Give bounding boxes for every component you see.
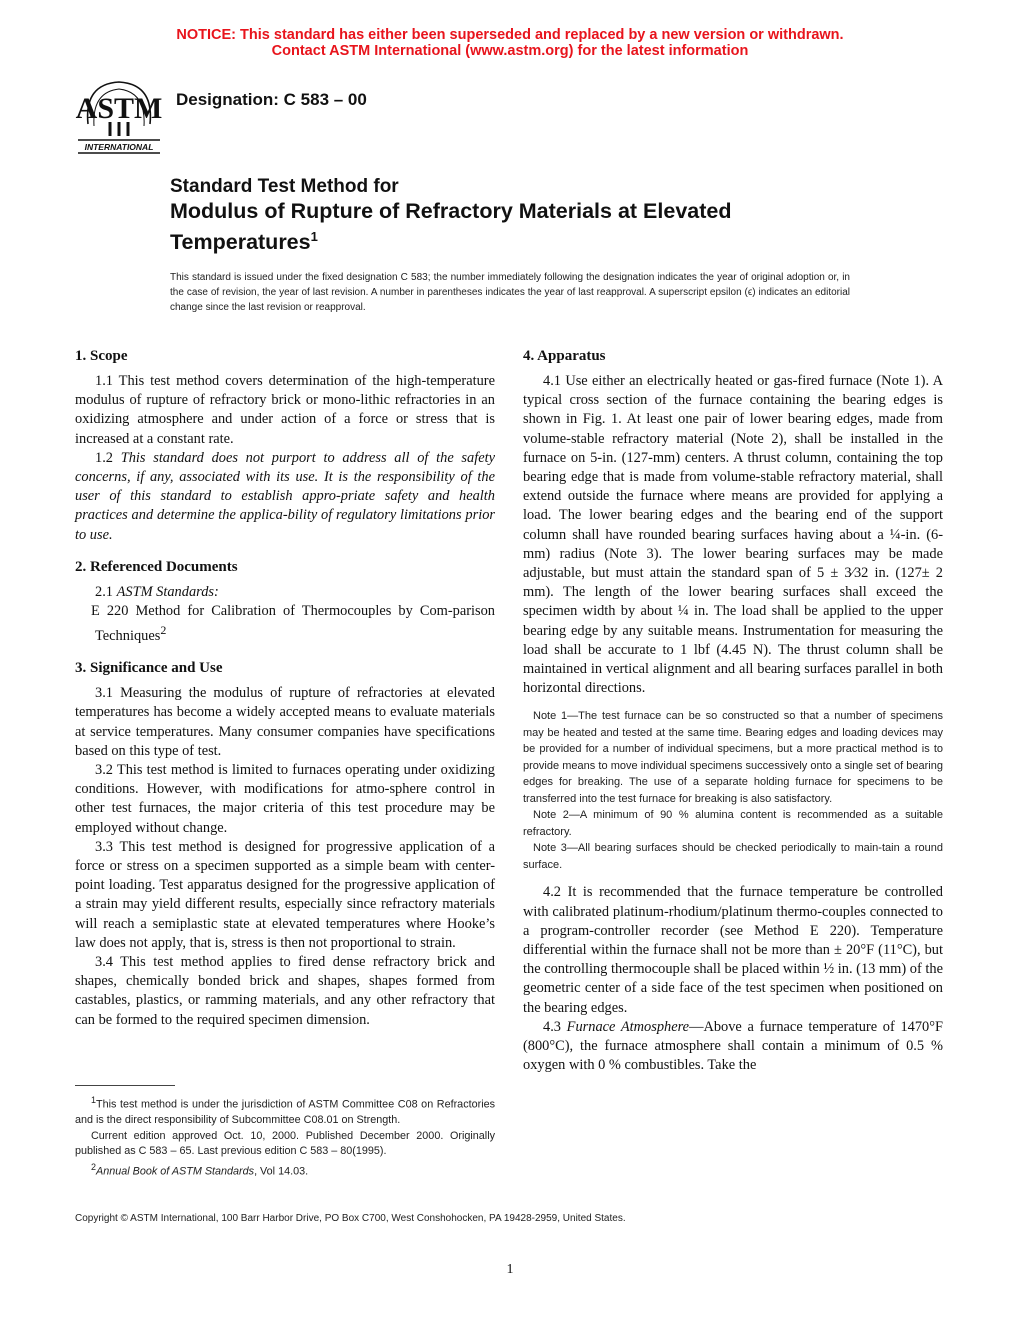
- title-line-2: Modulus of Rupture of Refractory Materials at Elevated: [170, 199, 732, 223]
- title-line-1: Standard Test Method for: [170, 176, 399, 197]
- note-2: Note 2—A minimum of 90 % alumina content is recommended as a suitable refractory.: [523, 809, 943, 838]
- reference-footnote-mark: 2: [160, 623, 167, 638]
- right-column: [523, 346, 943, 1075]
- section-heading-scope: 1. Scope: [75, 348, 128, 364]
- paragraph-4-1: 4.1 Use either an electrically heated or gas-fired furnace (Note 1). A typical cross section of the furnace containing the bearing edges is shown in Fig. 1. At least one pair of lower bearing edges, made from volume-stable refractory material (Note 2), shall be installed in the furnace on 5-in. (127-mm) centers. A thrust column, containing the top bearing edge that is made from volume-stable refractory material, shall extend outside the furnace where means are provided for applying a load. The lower bearing edges and the bearing end of the support column shall have rounded bearing surfaces having about a ¼-in. (6-mm) radius (Note 3). The lower bearing surfaces may be made adjustable, but must attain the standard span of 5 ± 3⁄32 in. (127± 2 mm). The length of the lower bearing surfaces shall exceed the specimen width by about ¼ in. The load shall be applied to the upper bearing edge by any suitable means. Instrumentation for measuring the load shall be accurate to 1 lbf (4.45 N). The thrust column shall be maintained in vertical alignment and all bearing surfaces parallel in both horizontal directions.: [523, 373, 943, 697]
- paragraph-1-2: [75, 449, 495, 545]
- footnote-2-mark: 2: [91, 1161, 97, 1172]
- astm-logo: [74, 76, 164, 156]
- title-line-3: [170, 224, 890, 255]
- title-footnote-mark: 1: [310, 229, 318, 244]
- astm-logo-mark: [74, 76, 164, 156]
- notice-line-2: Contact ASTM International (www.astm.org) for the latest information: [271, 43, 749, 59]
- paragraph-4-3-italic: Furnace Atmosphere: [566, 1018, 690, 1035]
- paragraph-2-1: [75, 583, 495, 602]
- footnotes: [75, 1093, 495, 1180]
- section-heading-referenced: 2. Referenced Documents: [75, 558, 238, 575]
- paragraph-4-2: 4.2 It is recommended that the furnace temperature be controlled with calibrated platinum-rhodium/platinum thermo-couples connected to a program-controller recorder (see Method E 220). Temperature differential within the furnace shall not be more than ± 20°F (11°C), but the controlling thermocouple shall be placed within ½ in. (13 mm) of the geometric center of a side face of the test specimen when positioned on the bearing edges.: [523, 884, 943, 1016]
- paragraph-3-3: 3.3 This test method is designed for progressive application of a force or stress on a specimen supported as a simple beam with center-point loading. Test apparatus designed for the progressive application of a strain may yield different results, especially since refractory materials will reach a semiplastic state at elevated temperatures where Hooke’s law does not apply, that is, stress is then not proportional to strain.: [75, 838, 495, 951]
- footnote-1-text: This test method is under the jurisdiction of ASTM Committee C08 on Refractories and is the direct responsibility of Subcommittee C08.01 on Strength.: [75, 1098, 495, 1127]
- paragraph-3-1: 3.1 Measuring the modulus of rupture of refractories at elevated temperatures has become a widely accepted means to evaluate materials at service temperatures. Many consumer companies have specifications based on this type of test.: [75, 685, 495, 759]
- document-title: [170, 176, 890, 255]
- withdrawal-notice: [0, 27, 1020, 59]
- title-line-3-text: Temperatures: [170, 230, 311, 255]
- page-number: 1: [506, 1262, 514, 1277]
- paragraph-1-2-number: 1.2: [95, 449, 121, 466]
- paragraph-1-1: 1.1 This test method covers determination of the high-temperature modulus of rupture of refractory brick or mono-lithic refractories in an oxidizing atmosphere and under action of a force or stress that is increased at a constant rate.: [75, 373, 495, 447]
- left-column: [75, 346, 495, 1030]
- footnote-1: [75, 1093, 495, 1129]
- section-heading-apparatus: 4. Apparatus: [523, 348, 606, 364]
- notice-line-1: NOTICE: This standard has either been superseded and replaced by a new version or withdrawn.: [176, 27, 844, 43]
- paragraph-4-3-number: 4.3: [543, 1018, 567, 1035]
- footnote-1b: Current edition approved Oct. 10, 2000. Published December 2000. Originally published as C 583 – 65. Last previous edition C 583 – 80(1995).: [75, 1129, 495, 1158]
- footnote-1-mark: 1: [91, 1095, 97, 1105]
- issued-note: This standard is issued under the fixed designation C 583; the number immediately following the designation indicates the year of original adoption or, in the case of revision, the year of last revision. A number in parentheses indicates the year of last reapproval. A superscript epsilon (ϵ) indicates an editorial change since the last revision or reapproval.: [170, 272, 850, 313]
- reference-e220: [75, 602, 495, 646]
- paragraph-3-4: 3.4 This test method applies to fired dense refractory brick and shapes, chemically bonded brick and shapes, shapes formed from castables, plastics, or ramming materials, and any other refractory that can be formed to the required specimen dimension.: [75, 954, 495, 1028]
- paragraph-1-2-text: This standard does not purport to address all of the safety concerns, if any, associated with its use. It is the responsibility of the user of this standard to establish appro-priate safety and health practices and determine the applica-bility of regulatory limitations prior to use.: [75, 449, 495, 543]
- paragraph-2-1-text: ASTM Standards:: [116, 583, 219, 600]
- reference-e220-text: E 220 Method for Calibration of Thermocouples by Com-parison Techniques: [91, 603, 495, 645]
- note-1: Note 1—The test furnace can be so constructed so that a number of specimens may be heated and tested at the same time. Bearing edges and loading devices may be provided for a number of individual specimens, but a more practical method is to provide means to move individual specimens successively onto a single set of bearing edges for breaking. The use of a separate holding furnace for specimens to be transferred into the test furnace for breaking is also satisfactory.: [523, 710, 943, 805]
- section-heading-significance: 3. Significance and Use: [75, 660, 223, 677]
- notes-block: [523, 708, 943, 873]
- paragraph-3-2: 3.2 This test method is limited to furnaces operating under oxidizing conditions. However, with modifications for atmo-sphere control in other test furnaces, the major criteria of this test procedure may be employed without change.: [75, 762, 495, 836]
- paragraph-4-3: [523, 1018, 943, 1076]
- footnote-rule: [75, 1085, 175, 1086]
- logo-text: ASTM: [75, 92, 163, 125]
- designation: Designation: C 583 – 00: [176, 90, 367, 109]
- footnote-2-text: , Vol 14.03.: [254, 1165, 309, 1178]
- paragraph-4-3-text: —Above a furnace temperature of 1470°F (800°C), the furnace atmosphere shall contain a minimum of 0.5 % oxygen with 0 % combustibles. Take the: [523, 1018, 943, 1074]
- paragraph-2-1-number: 2.1: [95, 583, 117, 600]
- logo-subtext: INTERNATIONAL: [84, 142, 154, 152]
- footnote-2: [75, 1160, 495, 1180]
- note-3: Note 3—All bearing surfaces should be checked periodically to main-tain a round surface.: [523, 842, 943, 871]
- footnote-2-italic: Annual Book of ASTM Standards: [96, 1165, 255, 1178]
- copyright-line: Copyright © ASTM International, 100 Barr Harbor Drive, PO Box C700, West Conshohocken, PA 19428-2959, United States.: [75, 1213, 626, 1224]
